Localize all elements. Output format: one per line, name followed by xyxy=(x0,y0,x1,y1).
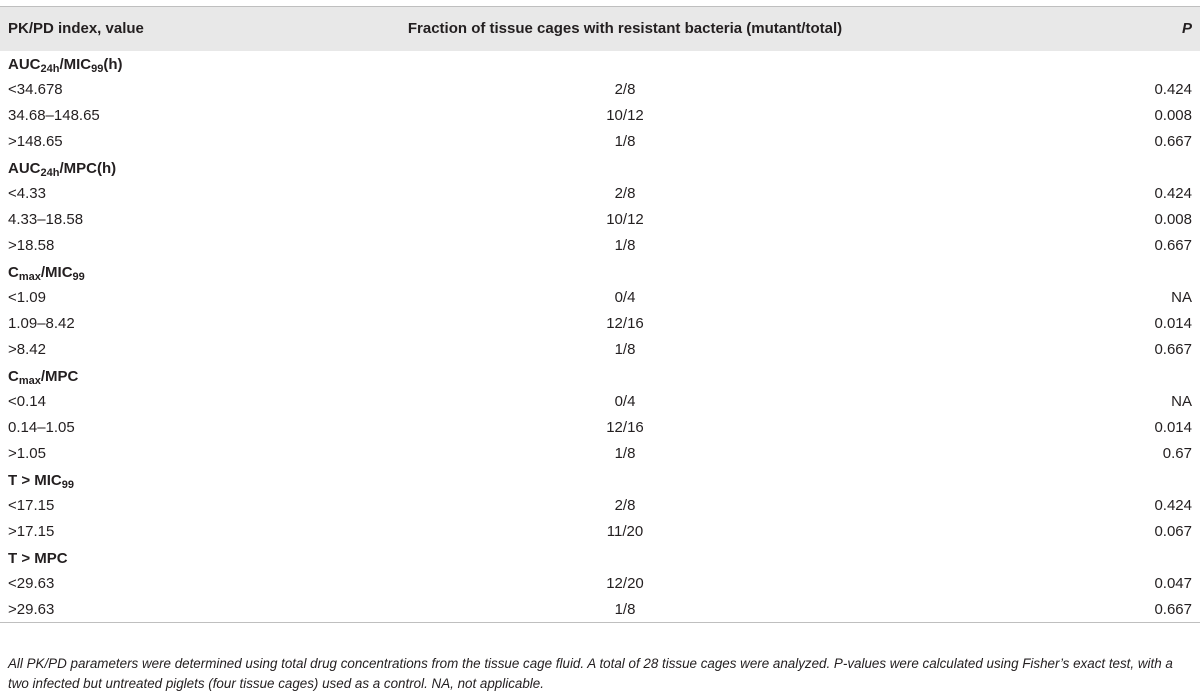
cell-fraction: 0/4 xyxy=(614,393,636,410)
section-title-middle: /MIC xyxy=(59,56,92,73)
cell-index-value: 0.14–1.05 xyxy=(8,419,75,436)
cell-fraction: 1/8 xyxy=(614,133,636,150)
cell-p-value: 0.424 xyxy=(1154,185,1192,202)
cell-index-value: >148.65 xyxy=(8,133,63,150)
table-body xyxy=(0,51,1200,623)
cell-fraction: 1/8 xyxy=(614,445,636,462)
cell-index-value: >17.15 xyxy=(8,523,55,540)
results-table-container xyxy=(0,6,1200,623)
cell-index-value: <17.15 xyxy=(8,497,55,514)
cell-fraction: 10/12 xyxy=(606,107,644,124)
section-title-subscript: 24h xyxy=(40,167,60,179)
section-title-base: C xyxy=(8,264,19,281)
cell-fraction: 12/20 xyxy=(606,575,644,592)
cell-p-value: 0.667 xyxy=(1154,133,1192,150)
header-p-value: P xyxy=(950,7,1200,51)
cell-index-value: <0.14 xyxy=(8,393,46,410)
cell-fraction: 1/8 xyxy=(614,341,636,358)
cell-p-value: 0.667 xyxy=(1154,341,1192,358)
cell-fraction: 1/8 xyxy=(614,237,636,254)
section-title xyxy=(0,155,1200,181)
section-title xyxy=(0,259,1200,285)
section-title-middle: /MIC xyxy=(40,264,73,281)
section-title xyxy=(0,467,1200,493)
table-row xyxy=(0,597,1200,623)
cell-p-value: 0.014 xyxy=(1154,419,1192,436)
cell-p-value: 0.67 xyxy=(1162,445,1192,462)
cell-fraction: 2/8 xyxy=(614,185,636,202)
cell-p-value: 0.667 xyxy=(1154,237,1192,254)
table-footnote: All PK/PD parameters were determined using total drug concentrations from the tissue cage fluid. A total of 28 tissue cages were analyzed. P-values were calculated using Fisher’s exact test, with a two infected but untreated piglets (four tissue cages) used as a control. NA, not applicable. xyxy=(8,656,1173,691)
pkpd-results-table xyxy=(0,6,1200,623)
section-header-row xyxy=(0,363,1200,389)
table-row xyxy=(0,571,1200,597)
cell-index-value: >29.63 xyxy=(0,597,300,623)
table-row xyxy=(0,441,1200,467)
cell-fraction: 1/8 xyxy=(300,597,950,623)
section-title-subscript: max xyxy=(18,375,41,387)
section-title-middle: /MPC(h) xyxy=(59,160,117,177)
cell-index-value: >8.42 xyxy=(8,341,46,358)
cell-fraction: 10/12 xyxy=(606,211,644,228)
section-title-subscript: 99 xyxy=(61,479,75,491)
cell-index-value: 4.33–18.58 xyxy=(8,211,84,228)
cell-index-value: <1.09 xyxy=(8,289,46,306)
section-header-row xyxy=(0,467,1200,493)
section-header-row xyxy=(0,155,1200,181)
table-header xyxy=(0,7,1200,51)
section-header-row xyxy=(0,259,1200,285)
cell-fraction: 12/16 xyxy=(606,419,644,436)
table-row xyxy=(0,285,1200,311)
table-row xyxy=(0,129,1200,155)
table-row xyxy=(0,493,1200,519)
header-row xyxy=(0,7,1200,51)
section-title-subscript-2: 99 xyxy=(72,271,85,283)
section-title-subscript-2: 99 xyxy=(91,63,104,75)
table-row xyxy=(0,337,1200,363)
section-title-base: C xyxy=(8,368,19,385)
section-title-tail: (h) xyxy=(103,56,123,73)
table-row xyxy=(0,415,1200,441)
cell-fraction: 11/20 xyxy=(606,523,644,540)
table-row xyxy=(0,103,1200,129)
cell-p-value: 0.067 xyxy=(1154,523,1192,540)
cell-index-value: <34.678 xyxy=(8,81,63,98)
cell-fraction: 0/4 xyxy=(614,289,636,306)
cell-index-value: <4.33 xyxy=(8,185,46,202)
table-row xyxy=(0,389,1200,415)
cell-p-value: 0.008 xyxy=(1154,211,1192,228)
cell-p-value: 0.424 xyxy=(1154,497,1192,514)
cell-p-value: 0.047 xyxy=(1154,575,1192,592)
section-title-base: T > MIC xyxy=(8,472,62,489)
table-row xyxy=(0,311,1200,337)
section-title-middle: /MPC xyxy=(40,368,79,385)
cell-p-value: 0.014 xyxy=(1154,315,1192,332)
table-row xyxy=(0,207,1200,233)
section-title-base: AUC xyxy=(8,160,41,177)
cell-p-value: 0.008 xyxy=(1154,107,1192,124)
section-header-row xyxy=(0,51,1200,77)
section-title-base: AUC xyxy=(8,56,41,73)
cell-p-value: 0.424 xyxy=(1154,81,1192,98)
table-row xyxy=(0,77,1200,103)
table-row xyxy=(0,181,1200,207)
section-title-subscript: max xyxy=(18,271,41,283)
cell-index-value: 1.09–8.42 xyxy=(8,315,75,332)
cell-fraction: 2/8 xyxy=(614,81,636,98)
section-title xyxy=(0,545,1200,571)
header-pkpd-index: PK/PD index, value xyxy=(0,7,300,51)
cell-p-value: NA xyxy=(1171,393,1192,410)
section-title xyxy=(0,51,1200,77)
cell-p-value: 0.667 xyxy=(950,597,1200,623)
cell-index-value: 34.68–148.65 xyxy=(8,107,100,124)
table-row xyxy=(0,519,1200,545)
cell-index-value: >18.58 xyxy=(8,237,55,254)
section-title xyxy=(0,363,1200,389)
cell-p-value: NA xyxy=(1171,289,1192,306)
table-row xyxy=(0,233,1200,259)
section-header-row xyxy=(0,545,1200,571)
cell-index-value: >1.05 xyxy=(8,445,46,462)
cell-fraction: 12/16 xyxy=(606,315,644,332)
section-title-subscript: 24h xyxy=(40,63,60,75)
section-title-base: T > MPC xyxy=(8,550,68,567)
header-fraction: Fraction of tissue cages with resistant bacteria (mutant/total) xyxy=(300,7,950,51)
cell-fraction: 2/8 xyxy=(614,497,636,514)
cell-index-value: <29.63 xyxy=(8,575,55,592)
